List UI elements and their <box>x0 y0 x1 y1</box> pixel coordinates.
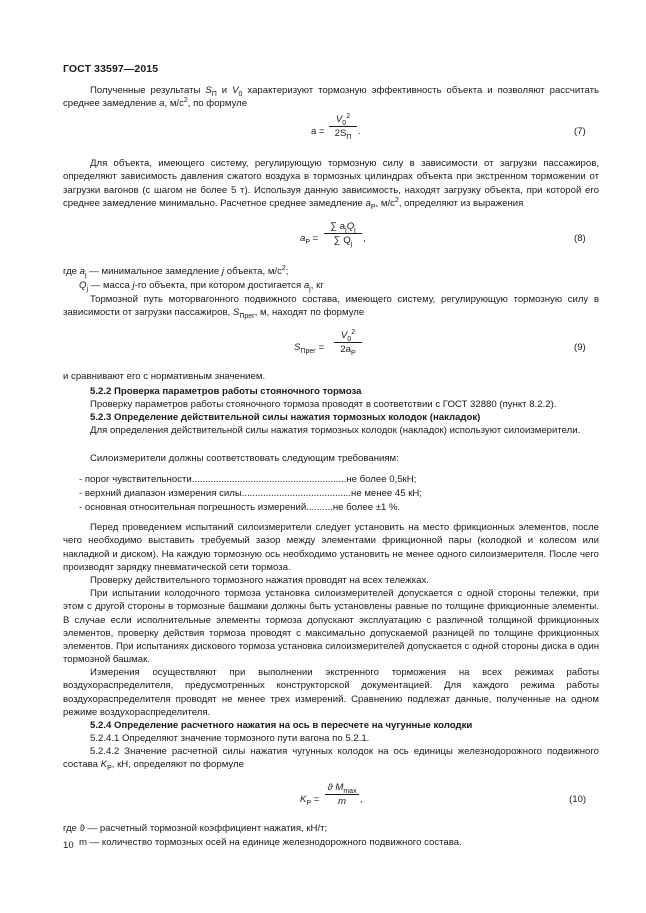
paragraph-installation: Перед проведением испытаний силоизмерители следует установить на место фрикционных элементов, после чего необходимо выставить требуемый зазор между элементами фрикционной пары (колодкой и колесом или накладкой и диском). На каждую тормозную ось необходимо установить не менее одного силоизмерителя. После чего производят зарядку пневматической сети тормоза. <box>63 522 599 573</box>
equation-8-number: (8) <box>574 233 586 244</box>
requirement-item: - основная относительная погрешность измерений..........не более ±1 %. <box>79 502 401 513</box>
paragraph-force-meters: Для определения действительной силы нажатия тормозных колодок (накладок) используют силоизмерители. <box>90 425 581 436</box>
paragraph-5-2-4-2: 5.2.4.2 Значение расчетной силы нажатия чугунных колодок на ось единицы железнодорожного подвижного состава $K_P$, кН, определяют по формуле <box>63 746 599 773</box>
where-m: m — количество тормозных осей на единице железнодорожного подвижного состава. <box>79 837 462 848</box>
heading-5-2-4: 5.2.4 Определение расчетного нажатия на ось в пересчете на чугунные колодки <box>90 720 473 731</box>
heading-5-2-3: 5.2.3 Определение действительной силы нажатия тормозных колодок (накладок) <box>90 412 481 423</box>
equation-7-lhs: a = <box>311 126 325 137</box>
equation-10-lhs: $K_P$ = <box>300 794 320 807</box>
where-aj: где $a_j$ — минимальное замедление j объекта, $м/с^2$; <box>63 264 289 279</box>
page-number: 10 <box>63 840 74 851</box>
equation-7-fraction: $V_0^2$ $2S_П$ <box>329 114 357 139</box>
equation-10-fraction: ϑ $M_{max}$ m <box>325 782 359 807</box>
document-header: ГОСТ 33597—2015 <box>63 63 159 75</box>
equation-9-number: (9) <box>574 342 586 353</box>
equation-8-lhs: $a_P$ = <box>300 233 319 246</box>
paragraph-block-brake: При испытании колодочного тормоза установка силоизмерителей допускается с одной стороны тележки, при этом с другой стороны в тормозные башмаки должны быть установлены равные по толщине фрикционные элементы. В случае если исполнительные элементы тормоза допускают эксплуатацию с различной толщиной фрикционных элементов, проверку действия тормоза проводят с максимально допускаемой разницей по толщине фрикционных элементов. При испытаниях дискового тормоза установка силоизмерителей допускается с одной стороны диска в один тормозной башмак. <box>63 588 599 666</box>
paragraph-parking-brake: Проверку параметров работы стояночного тормоза проводят в соответствии с ГОСТ 32880 (пункт 8.2.2). <box>90 399 557 410</box>
requirement-item: - порог чувствительности..........................................................не более 0,5кН; <box>79 474 417 485</box>
paragraph-regulating-system: Для объекта, имеющего систему, регулирующую тормозную силу в зависимости от загрузки пассажиров, определяют зависимость давления сжатого воздуха в тормозных цилиндрах объекта при экстренном торможении от загрузки вагонов (с шагом не более 5 т). Используя данную зависимость, находят загрузку объекта, при которой его среднее замедление минимально. Расчетное среднее замедление $a_P$, $м/с^2$, определяют из выражения <box>63 158 599 211</box>
paragraph-results: Полученные результаты $S_П$ и $V_0$ характеризуют тормозную эффективность объекта и позволяют рассчитать среднее замедление a, $м/с^2$, по формуле <box>63 85 599 110</box>
paragraph-5-2-4-1: 5.2.4.1 Определяют значение тормозного пути вагона по 5.2.1. <box>90 733 370 744</box>
equation-7-number: (7) <box>574 126 586 137</box>
paragraph-measurements: Измерения осуществляют при выполнении экстренного торможения на всех режимах работы воздухораспределителя, предусмотренных конструкторской документацией. Для каждого режима работы воздухораспределителя проводят не менее трех измерений. Сравнению подлежат данные, полученные на одном режиме воздухораспределителя. <box>63 667 599 718</box>
document-page: ГОСТ 33597—2015 Полученные результаты $S_П$ и $V_0$ характеризуют тормозную эффективность объекта и позволяют рассчитать среднее замедление a, $м/с^2$, по формуле a = $V_0^2$ $2S_П$ . (7) Для объекта, имеющего систему, регулирующую тормозную силу в зависимости от загрузки пассажиров, определяют зависимость давления сжатого воздуха в тормозных цилиндрах объекта при экстренном торможении от загрузки вагонов (с шагом не более 5 т). Используя данную зависимость, находят загрузку объекта, при которой его среднее замедление минимально. Расчетное среднее замедление $a_P$, $м/с^2$, определяют из выражения $a_P$ = ∑ $a_jQ_j$ ∑ $Q_j$ , (8) где $a_j$ — минимальное замедление j объекта, $м/с^2$; $Q_j$ — масса j-го объекта, при котором достигается $a_j$, кг Тормозной путь моторвагонного подвижного состава, имеющего систему, регулирующую тормозную силу в зависимости от загрузки пассажиров, $S_{Прег}$, м, находят по формуле $S_{Прег}$ = $\frac{V_0^2}{2a_P}$ (9) и сравнивают его с нормативным значением. 5.2.2 Проверка параметров работы стояночного тормоза Проверку параметров работы стояночного тормоза проводят в соответствии с ГОСТ 32880 (пункт 8.2.2). 5.2.3 Определение действительной силы нажатия тормозных колодок (накладок) Для определения действительной силы нажатия тормозных колодок (накладок) используют силоизмерители. Силоизмерители должны соответствовать следующим требованиям: - порог чувствительности..........................................................не более 0,5кН; - верхний диапазон измерения силы.........................................не менее 45 кН; - основная относительная погрешность измерений..........не более ±1 %. Перед проведением испытаний силоизмерители следует установить на место фрикционных элементов, после чего необходимо выставить требуемый зазор между элементами фрикционной пары (колодкой и колесом или накладкой и диском). На каждую тормозную ось необходимо установить не менее одного силоизмерителя. После чего производят зарядку пневматической сети тормоза. Проверку действительного тормозного нажатия проводят на всех тележках. При испытании колодочного тормоза установка силоизмерителей допускается с одной стороны тележки, при этом с другой стороны в тормозные башмаки должны быть установлены равные по толщине фрикционные элементы. В случае если исполнительные элементы тормоза допускают эксплуатацию с различной толщиной фрикционных элементов, проверку действия тормоза проводят с максимально допускаемой разницей по толщине фрикционных элементов. При испытаниях дискового тормоза установка силоизмерителей допускается с одной стороны диска в один тормозной башмак. Измерения осуществляют при выполнении экстренного торможения на всех режимах работы воздухораспределителя, предусмотренных конструкторской документацией. Для каждого режима работы воздухораспределителя проводят не менее трех измерений. Сравнению подлежат данные, полученные на одном режиме воздухораспределителя. 5.2.4 Определение расчетного нажатия на ось в пересчете на чугунные колодки 5.2.4.1 Определяют значение тормозного пути вагона по 5.2.1. 5.2.4.2 Значение расчетной силы нажатия чугунных колодок на ось единицы железнодорожного подвижного состава $K_P$, кН, определяют по формуле $K_P$ = ϑ $M_{max}$ m , (10) где ϑ — расчетный тормозной коэффициент нажатия, кН/т; m — количество тормозных осей на единице железнодорожного подвижного состава. 10 <box>63 63 599 851</box>
equation-10-number: (10) <box>569 794 587 805</box>
where-qj: $Q_j$ — масса j-го объекта, при котором достигается $a_j$, кг <box>79 280 324 293</box>
equation-9-fraction: $\frac{V_0^2}{2a_P}$ <box>334 330 362 355</box>
requirement-item: - верхний диапазон измерения силы.........................................не менее 45 кН; <box>79 488 423 499</box>
equation-8-fraction: ∑ $a_jQ_j$ ∑ $Q_j$ <box>324 221 362 246</box>
paragraph-requirements-intro: Силоизмерители должны соответствовать следующим требованиям: <box>90 453 399 464</box>
paragraph-bogies: Проверку действительного тормозного нажатия проводят на всех тележках. <box>90 575 429 586</box>
paragraph-braking-distance: Тормозной путь моторвагонного подвижного состава, имеющего систему, регулирующую тормозную силу в зависимости от загрузки пассажиров, $S_{Прег}$, м, находят по формуле <box>63 294 599 321</box>
equation-9-lhs: $S_{Прег}$ = <box>294 342 325 355</box>
where-theta: где ϑ — расчетный тормозной коэффициент нажатия, кН/т; <box>63 823 328 834</box>
heading-5-2-2: 5.2.2 Проверка параметров работы стояночного тормоза <box>90 386 362 397</box>
paragraph-compare: и сравнивают его с нормативным значением. <box>63 371 266 382</box>
